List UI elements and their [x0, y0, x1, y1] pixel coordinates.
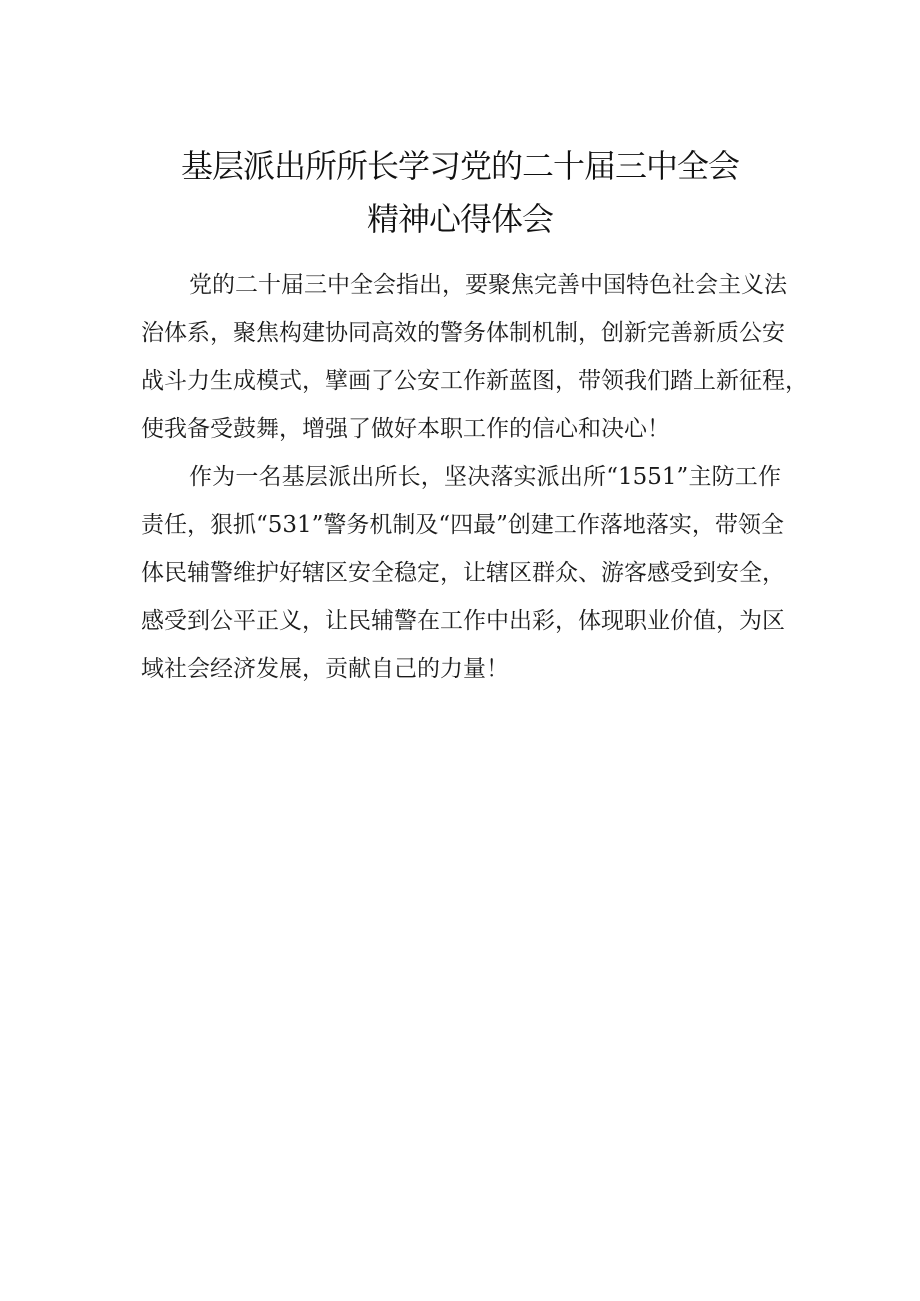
paragraph-1-line-3: 战斗力生成模式，擘画了公安工作新蓝图，带领我们踏上新征程，	[141, 368, 808, 394]
paragraph-1-line-4: 使我备受鼓舞，增强了做好本职工作的信心和决心！	[141, 416, 670, 442]
paragraph-2-line-4: 感受到公平正义，让民辅警在工作中出彩，体现职业价值，为区	[141, 608, 785, 634]
paragraph-2-line-3: 体民辅警维护好辖区安全稳定，让辖区群众、游客感受到安全，	[141, 560, 785, 586]
document-title-line-2: 精神心得体会	[366, 200, 553, 238]
paragraph-1-line-2: 治体系，聚焦构建协同高效的警务体制机制，创新完善新质公安	[141, 320, 785, 346]
paragraph-2-line-1: 作为一名基层派出所长，坚决落实派出所“1551”主防工作	[189, 464, 781, 490]
paragraph-1-line-1: 党的二十届三中全会指出，要聚焦完善中国特色社会主义法	[189, 272, 787, 298]
document-title-line-1: 基层派出所所长学习党的二十届三中全会	[180, 147, 739, 185]
paragraph-2-line-5: 域社会经济发展，贡献自己的力量！	[141, 656, 509, 682]
paragraph-2-line-2: 责任，狠抓“531”警务机制及“四最”创建工作落地落实，带领全	[141, 512, 784, 538]
